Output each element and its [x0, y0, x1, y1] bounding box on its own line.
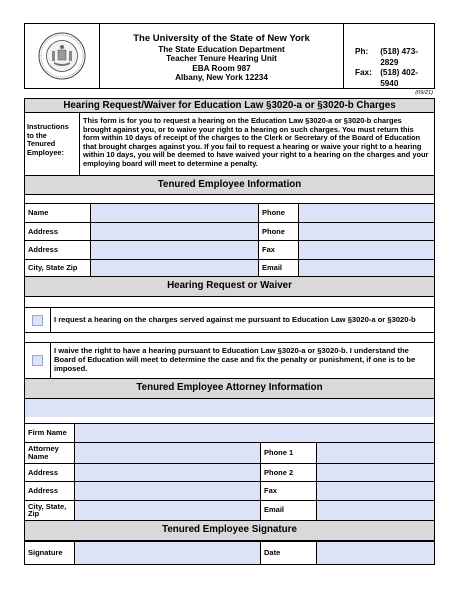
field-label: Address — [25, 241, 91, 259]
employee-row — [25, 259, 434, 278]
attorney-city-input[interactable] — [75, 501, 261, 520]
attorney-fax-input[interactable] — [317, 482, 434, 500]
firm-name-input[interactable] — [75, 424, 434, 442]
city-line: Albany, New York 12234 — [175, 73, 268, 83]
request-hearing-checkbox[interactable] — [32, 315, 43, 326]
field-label: City, State, Zip — [25, 501, 75, 520]
field-label: City, State Zip — [25, 260, 91, 277]
fax-value: (518) 402-5940 — [380, 68, 418, 88]
request-hearing-text: I request a hearing on the charges served against me pursuant to Education Law §3020-a or §3020-b — [54, 314, 416, 324]
attorney-phone1-input[interactable] — [317, 443, 434, 463]
address-block — [100, 24, 344, 88]
field-label: Address — [25, 223, 91, 241]
form-title: Hearing Request/Waiver for Education Law §3020-a or §3020-b Charges — [24, 98, 435, 113]
contact-block — [344, 24, 434, 88]
hearing-section-title: Hearing Request or Waiver — [24, 277, 435, 297]
field-label: Phone 2 — [261, 464, 317, 482]
employee-row — [25, 203, 434, 222]
room-line: EBA Room 987 — [192, 63, 251, 73]
attorney-row — [25, 423, 434, 442]
field-label: Email — [261, 501, 317, 520]
university-name: The University of the State of New York — [133, 33, 310, 44]
attorney-address1-input[interactable] — [75, 464, 261, 482]
employee-row — [25, 222, 434, 241]
seal-cell — [25, 24, 100, 88]
waive-hearing-checkbox[interactable] — [32, 355, 43, 366]
waive-hearing-row — [24, 342, 435, 379]
waive-hearing-text: I waive the right to have a hearing pursuant to Education Law §3020-a or §3020-b. I understand the Board of Education will meet to determine the case and fix the penalty or punishment, if one is to be imposed. — [54, 346, 416, 373]
field-label: Phone — [259, 223, 299, 241]
employee-row — [25, 240, 434, 259]
attorney-address2-input[interactable] — [75, 482, 261, 500]
form-version: (09/21) — [415, 90, 433, 96]
signature-section-title: Tenured Employee Signature — [24, 521, 435, 541]
employee-phone1-input[interactable] — [299, 204, 434, 222]
attorney-row — [25, 442, 434, 463]
instructions-label: Instructions to the Tenured Employee: — [27, 122, 69, 157]
instructions-text: This form is for you to request a hearing on the Education Law §3020-a or §3020-b charges brought against you, or to waive your right to a hearing on such charges. You must return this form within 10 days of receipt of the charges to the Clerk or Secretary of the Board of Education that brought charges against you. If you fail to request a hearing or waive your right to a hearing within 10 days, you will be deemed to have waived your right to a hearing on the charges and your employing board will meet to determine a penalty. — [79, 113, 434, 175]
field-label: Address — [25, 482, 75, 500]
employee-address2-input[interactable] — [91, 241, 259, 259]
employee-address1-input[interactable] — [91, 223, 259, 241]
department-line: The State Education Department — [158, 44, 285, 54]
employee-section-title: Tenured Employee Information — [24, 175, 435, 195]
employee-email-input[interactable] — [299, 260, 434, 277]
employee-phone2-input[interactable] — [299, 223, 434, 241]
field-label: Phone 1 — [261, 443, 317, 463]
form-header — [24, 23, 435, 89]
attorney-fields — [24, 423, 435, 521]
request-hearing-row — [24, 307, 435, 333]
employee-fields — [24, 203, 435, 277]
signature-fields — [24, 541, 435, 565]
employee-name-input[interactable] — [91, 204, 259, 222]
attorney-row — [25, 463, 434, 482]
field-label: Phone — [259, 204, 299, 222]
state-seal-icon — [38, 32, 86, 80]
field-label: Date — [261, 542, 317, 564]
field-label: Name — [25, 204, 91, 222]
phone-label: Ph: — [355, 47, 369, 56]
employee-fax-input[interactable] — [299, 241, 434, 259]
signature-input[interactable] — [75, 542, 261, 564]
attorney-row — [25, 500, 434, 521]
field-label: Fax — [261, 482, 317, 500]
field-label: Signature — [25, 542, 75, 564]
instructions-block — [24, 113, 435, 175]
field-label: Address — [25, 464, 75, 482]
field-label: Attorney Name — [25, 443, 75, 463]
signature-row — [25, 541, 434, 565]
unit-line: Teacher Tenure Hearing Unit — [166, 54, 277, 64]
attorney-name-input[interactable] — [75, 443, 261, 463]
attorney-section-title: Tenured Employee Attorney Information — [24, 379, 435, 399]
field-label: Firm Name — [25, 424, 75, 442]
field-label: Fax — [259, 241, 299, 259]
attorney-phone2-input[interactable] — [317, 464, 434, 482]
employee-city-input[interactable] — [91, 260, 259, 277]
date-input[interactable] — [317, 542, 434, 564]
attorney-row — [25, 481, 434, 500]
attorney-email-input[interactable] — [317, 501, 434, 520]
field-label: Email — [259, 260, 299, 277]
form-page — [24, 23, 435, 565]
phone-value: (518) 473-2829 — [380, 47, 418, 67]
fax-label: Fax: — [355, 68, 372, 77]
